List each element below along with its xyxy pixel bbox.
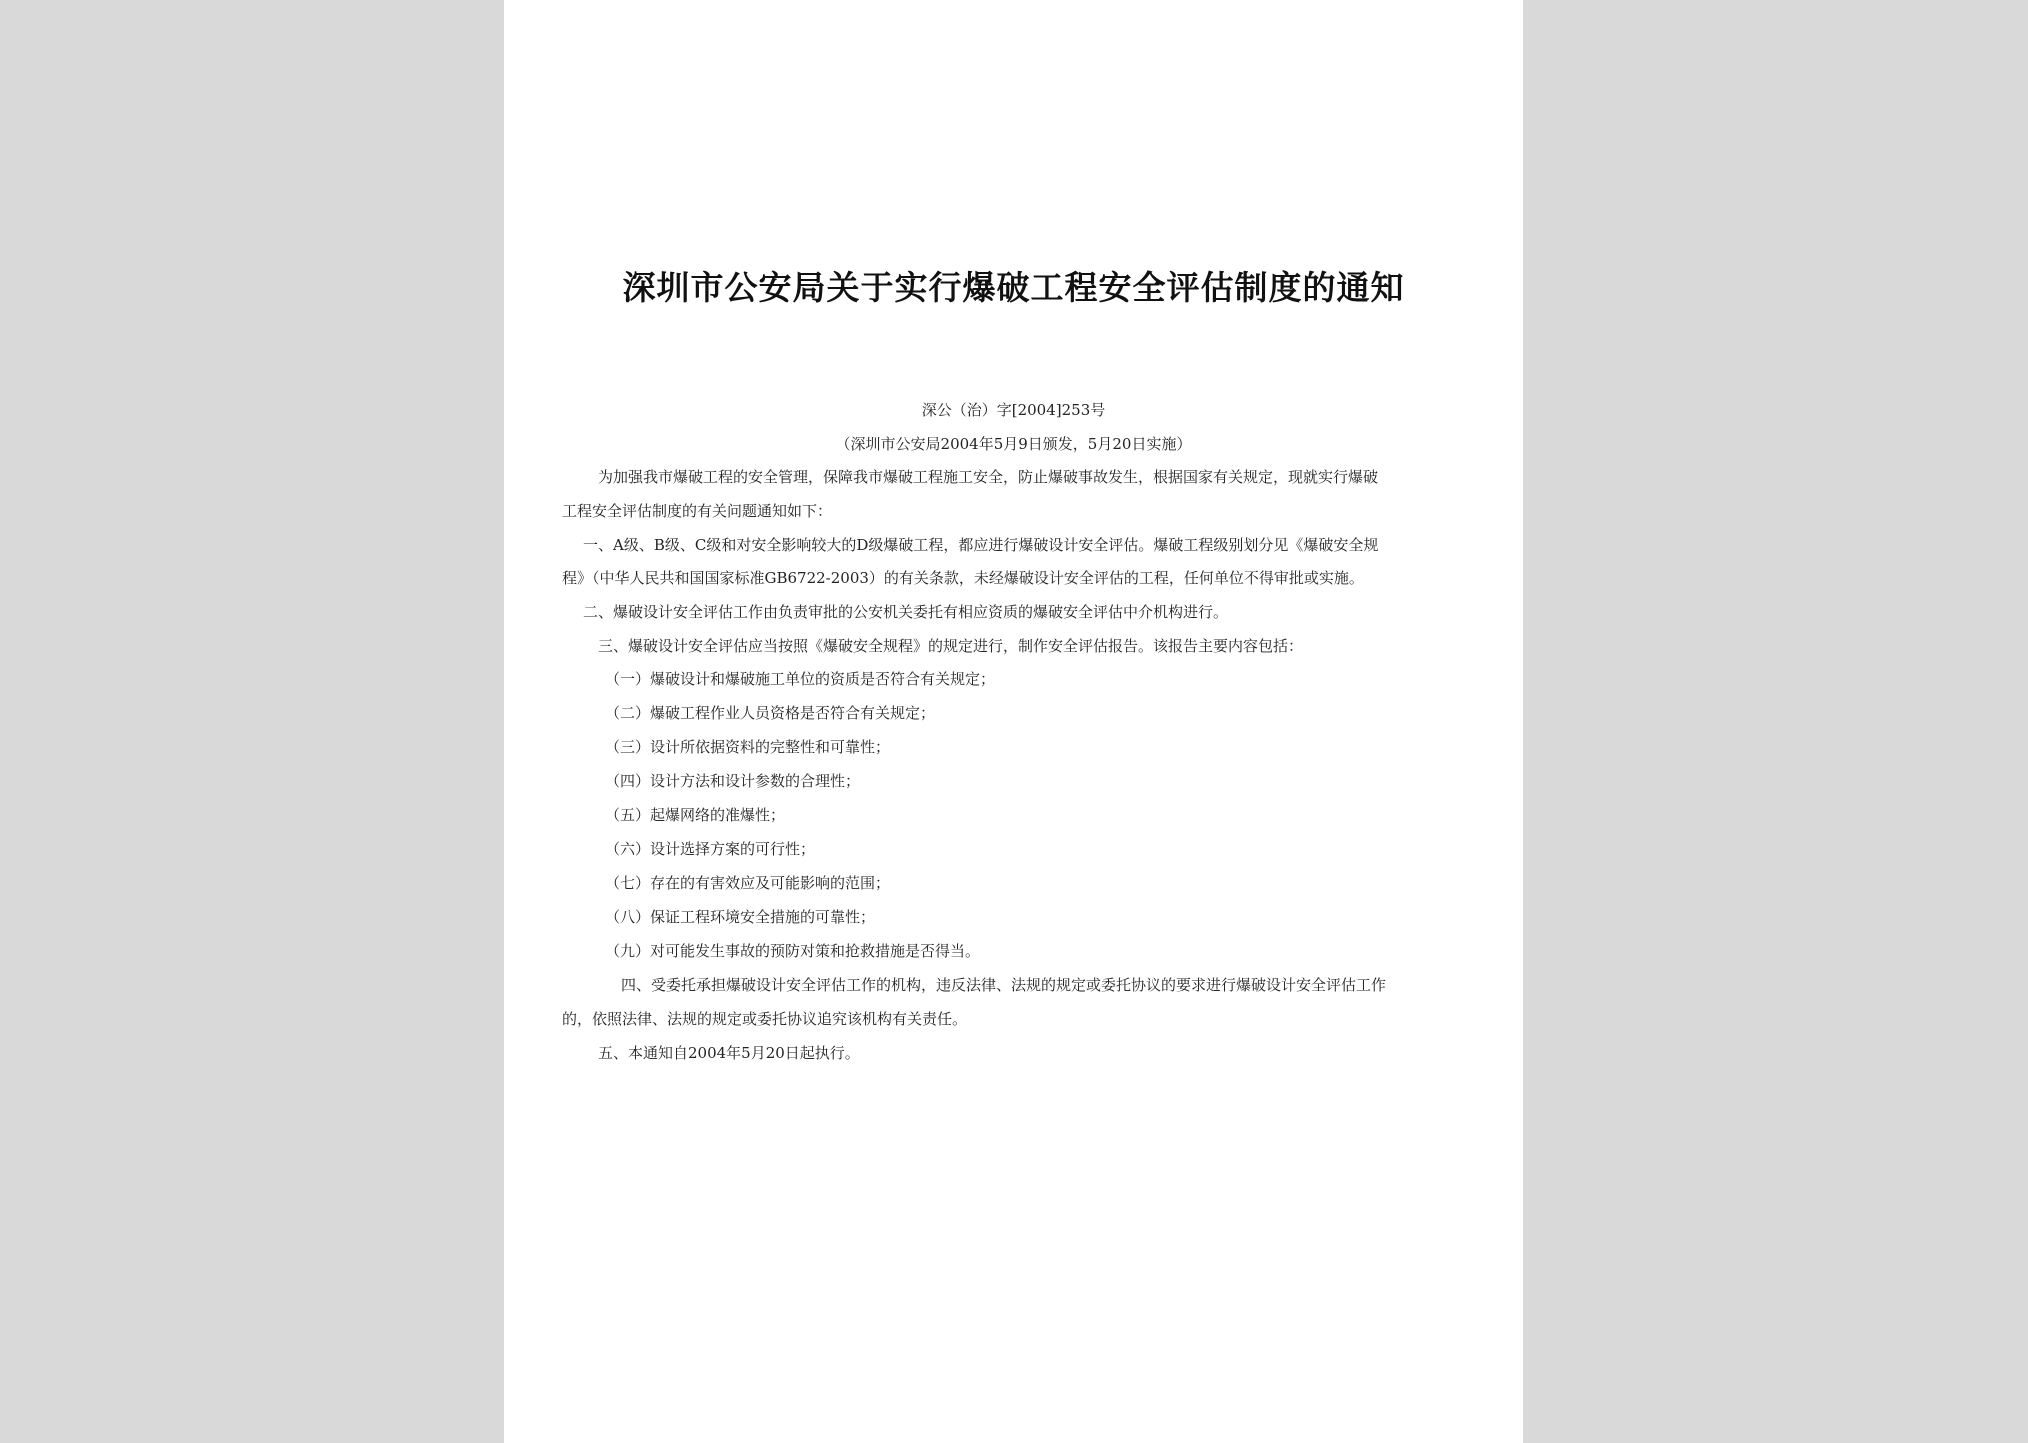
- paragraph-line: 三、爆破设计安全评估应当按照《爆破安全规程》的规定进行，制作安全评估报告。该报告主要内容包括：: [598, 637, 1304, 655]
- list-item: （四）设计方法和设计参数的合理性；: [605, 772, 861, 790]
- list-item: （六）设计选择方案的可行性；: [605, 840, 816, 858]
- list-item: （三）设计所依据资料的完整性和可靠性；: [605, 738, 891, 756]
- paragraph-line: 为加强我市爆破工程的安全管理，保障我市爆破工程施工安全，防止爆破事故发生，根据国家有关规定，现就实行爆破: [598, 468, 1379, 486]
- list-item: （二）爆破工程作业人员资格是否符合有关规定；: [605, 704, 936, 722]
- paragraph-line: 的，依照法律、法规的规定或委托协议追究该机构有关责任。: [562, 1010, 968, 1028]
- paragraph-line: 程》（中华人民共和国国家标准GB6722-2003）的有关条款，未经爆破设计安全评估的工程，任何单位不得审批或实施。: [562, 569, 1364, 587]
- paragraph-line: 五、本通知自2004年5月20日起执行。: [598, 1044, 860, 1062]
- list-item: （一）爆破设计和爆破施工单位的资质是否符合有关规定；: [605, 670, 996, 688]
- list-item: （八）保证工程环境安全措施的可靠性；: [605, 908, 876, 926]
- list-item: （五）起爆网络的准爆性；: [605, 806, 786, 824]
- list-item: （九）对可能发生事故的预防对策和抢救措施是否得当。: [605, 942, 981, 960]
- document-title: 深圳市公安局关于实行爆破工程安全评估制度的通知: [622, 268, 1405, 307]
- document-number: 深公（治）字[2004]253号: [921, 401, 1106, 419]
- paragraph-line: 一、A级、B级、C级和对安全影响较大的D级爆破工程，都应进行爆破设计安全评估。爆破工程级别划分见《爆破安全规: [583, 536, 1379, 554]
- paragraph-line: 四、受委托承担爆破设计安全评估工作的机构，违反法律、法规的规定或委托协议的要求进行爆破设计安全评估工作: [621, 976, 1387, 994]
- list-item: （七）存在的有害效应及可能影响的范围；: [605, 874, 891, 892]
- document-page: [504, 0, 1523, 1443]
- issue-info: （深圳市公安局2004年5月9日颁发，5月20日实施）: [835, 435, 1192, 453]
- paragraph-line: 工程安全评估制度的有关问题通知如下：: [562, 502, 833, 520]
- paragraph-line: 二、爆破设计安全评估工作由负责审批的公安机关委托有相应资质的爆破安全评估中介机构进行。: [583, 603, 1229, 621]
